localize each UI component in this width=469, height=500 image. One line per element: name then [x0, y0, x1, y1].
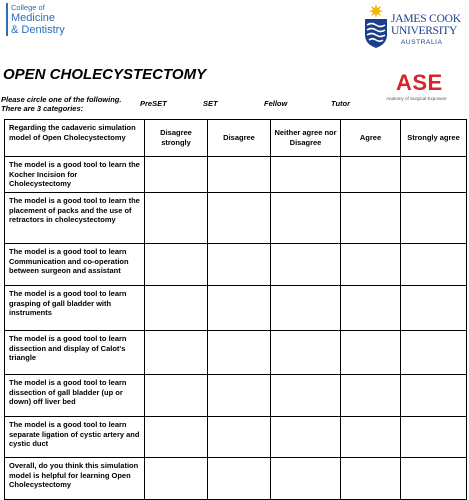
- rating-cell[interactable]: [271, 375, 341, 417]
- rating-cell[interactable]: [208, 331, 271, 375]
- jcu-crest-icon: [363, 3, 389, 49]
- rating-cell[interactable]: [401, 458, 467, 500]
- rating-cell[interactable]: [341, 458, 401, 500]
- rating-cell[interactable]: [145, 417, 208, 458]
- jcu-logo: [363, 3, 467, 51]
- rating-cell[interactable]: [145, 458, 208, 500]
- rating-cell[interactable]: [208, 375, 271, 417]
- header-question: Regarding the cadaveric simulation model of Open Cholecystectomy: [5, 120, 145, 157]
- jcu-name-line1: JAMES COOK: [391, 13, 461, 25]
- college-small-label: College of: [11, 3, 45, 12]
- rating-cell[interactable]: [401, 157, 467, 193]
- rating-cell[interactable]: [341, 193, 401, 244]
- college-name-line1: Medicine: [11, 12, 56, 24]
- rating-cell[interactable]: [341, 331, 401, 375]
- table-row: [5, 193, 467, 244]
- category-fellow[interactable]: Fellow: [264, 99, 288, 108]
- college-logo: [6, 3, 91, 36]
- column-header: Disagree strongly: [145, 120, 208, 157]
- rating-cell[interactable]: [271, 244, 341, 286]
- column-header: Disagree: [208, 120, 271, 157]
- rating-cell[interactable]: [341, 375, 401, 417]
- rating-cell[interactable]: [271, 157, 341, 193]
- table-row: [5, 244, 467, 286]
- rating-cell[interactable]: [341, 157, 401, 193]
- rating-cell[interactable]: [271, 458, 341, 500]
- table-row: [5, 417, 467, 458]
- rating-cell[interactable]: [271, 417, 341, 458]
- rating-cell[interactable]: [271, 331, 341, 375]
- rating-cell[interactable]: [271, 193, 341, 244]
- page-title: OPEN CHOLECYSTECTOMY: [3, 66, 207, 83]
- table-row: [5, 286, 467, 331]
- rating-cell[interactable]: [208, 458, 271, 500]
- table-header-row: [5, 120, 467, 157]
- ase-logo: ASE: [396, 70, 443, 95]
- table-row: [5, 331, 467, 375]
- rating-cell[interactable]: [145, 193, 208, 244]
- column-header: Strongly agree: [401, 120, 467, 157]
- rating-cell[interactable]: [401, 331, 467, 375]
- survey-table: [4, 119, 467, 500]
- rating-cell[interactable]: [341, 286, 401, 331]
- college-name-line2: & Dentistry: [11, 24, 65, 36]
- jcu-name-line2: UNIVERSITY: [391, 25, 457, 37]
- question-cell: Overall, do you think this simulation model is helpful for learning Open Cholecystectomy: [5, 458, 145, 500]
- question-cell: The model is a good tool to learn dissection of gall bladder (up or down) off liver bed: [5, 375, 145, 417]
- category-tutor[interactable]: Tutor: [331, 99, 351, 108]
- rating-cell[interactable]: [341, 417, 401, 458]
- ase-subtitle: Anatomy of Surgical Exposure: [386, 96, 447, 101]
- rating-cell[interactable]: [208, 417, 271, 458]
- rating-cell[interactable]: [208, 244, 271, 286]
- question-cell: The model is a good tool to learn separate ligation of cystic artery and cystic duct: [5, 417, 145, 458]
- rating-cell[interactable]: [145, 375, 208, 417]
- table-row: [5, 458, 467, 500]
- rating-cell[interactable]: [145, 244, 208, 286]
- rating-cell[interactable]: [401, 193, 467, 244]
- jcu-name-line3: AUSTRALIA: [401, 39, 443, 46]
- category-preset[interactable]: PreSET: [140, 99, 167, 108]
- rating-cell[interactable]: [401, 375, 467, 417]
- rating-cell[interactable]: [341, 244, 401, 286]
- instructions-line2: There are 3 categories:: [1, 104, 84, 113]
- rating-cell[interactable]: [145, 157, 208, 193]
- rating-cell[interactable]: [145, 331, 208, 375]
- rating-cell[interactable]: [208, 157, 271, 193]
- question-cell: The model is a good tool to learn the placement of packs and the use of retractors in cholecystectomy: [5, 193, 145, 244]
- rating-cell[interactable]: [271, 286, 341, 331]
- column-header: Neither agree nor Disagree: [271, 120, 341, 157]
- table-row: [5, 157, 467, 193]
- rating-cell[interactable]: [401, 417, 467, 458]
- question-cell: The model is a good tool to learn Communication and co-operation between surgeon and assistant: [5, 244, 145, 286]
- instructions-line1: Please circle one of the following.: [1, 95, 122, 104]
- rating-cell[interactable]: [208, 193, 271, 244]
- rating-cell[interactable]: [145, 286, 208, 331]
- question-cell: The model is a good tool to learn dissection and display of Calot's triangle: [5, 331, 145, 375]
- question-cell: The model is a good tool to learn the Kocher Incision for Cholecystectomy: [5, 157, 145, 193]
- rating-cell[interactable]: [401, 286, 467, 331]
- table-row: [5, 375, 467, 417]
- question-cell: The model is a good tool to learn grasping of gall bladder with instruments: [5, 286, 145, 331]
- column-header: Agree: [341, 120, 401, 157]
- instructions: [1, 95, 121, 113]
- category-set[interactable]: SET: [203, 99, 218, 108]
- rating-cell[interactable]: [208, 286, 271, 331]
- rating-cell[interactable]: [401, 244, 467, 286]
